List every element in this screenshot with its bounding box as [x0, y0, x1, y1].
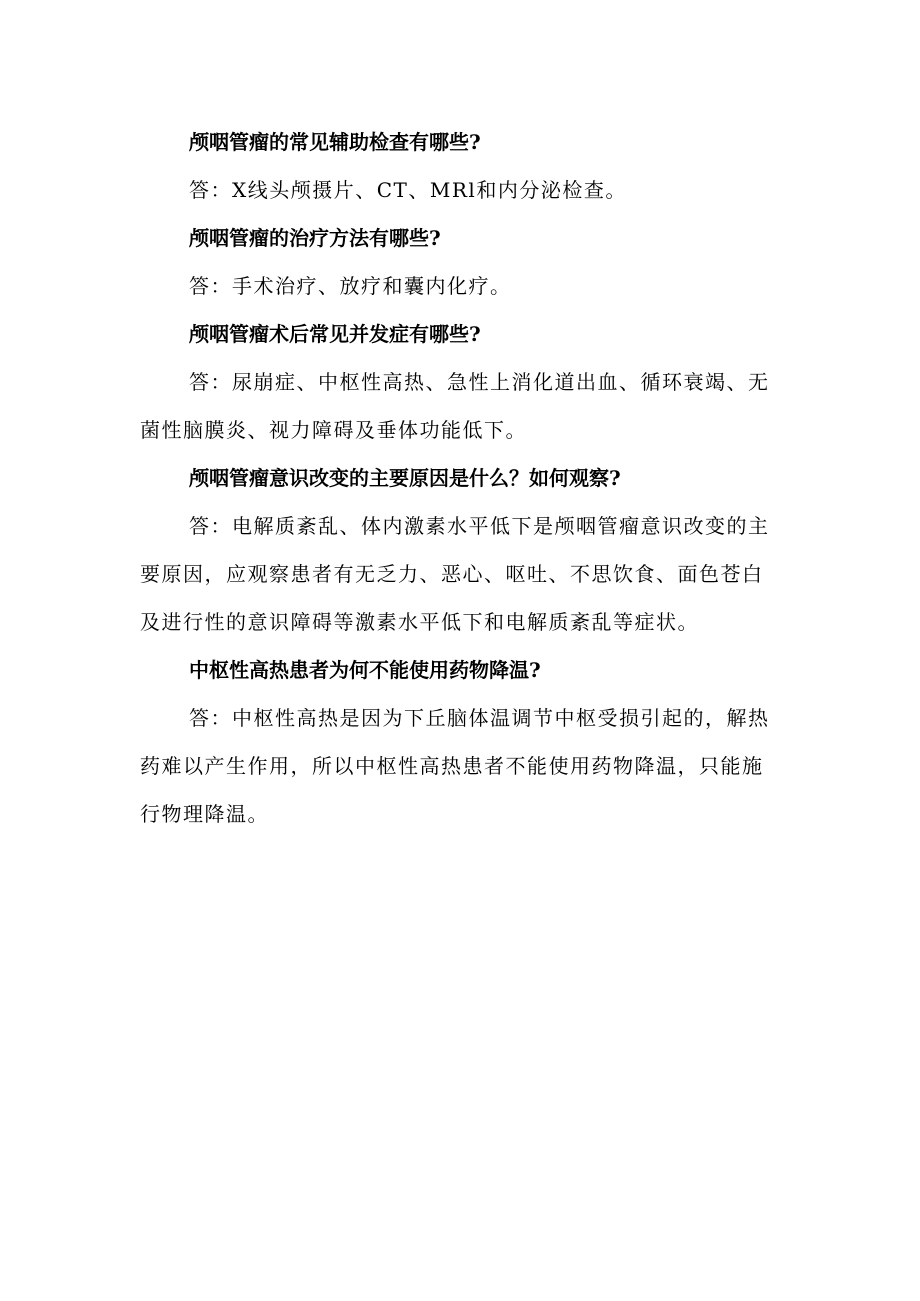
answer-paragraph: 答：电解质紊乱、体内激素水平低下是颅咽管瘤意识改变的主要原因，应观察患者有无乏力、恶心、呕吐、不思饮食、面色苍白及进行性的意识障碍等激素水平低下和电解质紊乱等症状。	[140, 514, 770, 634]
answer-paragraph: 答：中枢性高热是因为下丘脑体温调节中枢受损引起的，解热药难以产生作用，所以中枢性高热患者不能使用药物降温，只能施行物理降温。	[140, 706, 770, 826]
answer-paragraph: 答：手术治疗、放疗和囊内化疗。	[189, 274, 512, 298]
qa-item	[140, 118, 780, 214]
answer-paragraph: 答：X线头颅摄片、CT、MRl和内分泌检查。	[189, 178, 627, 202]
question-heading: 颅咽管瘤的治疗方法有哪些?	[189, 226, 441, 250]
qa-item	[140, 310, 780, 454]
question-heading: 颅咽管瘤意识改变的主要原因是什么？如何观察?	[189, 466, 621, 490]
qa-item	[140, 454, 780, 646]
answer-paragraph: 答：尿崩症、中枢性高热、急性上消化道出血、循环衰竭、无菌性脑膜炎、视力障碍及垂体功能低下。	[140, 370, 770, 442]
qa-item	[140, 214, 780, 310]
qa-item	[140, 646, 780, 838]
question-heading: 颅咽管瘤术后常见并发症有哪些?	[189, 322, 481, 346]
question-heading: 颅咽管瘤的常见辅助检查有哪些?	[189, 130, 481, 154]
question-heading: 中枢性高热患者为何不能使用药物降温?	[189, 658, 541, 682]
